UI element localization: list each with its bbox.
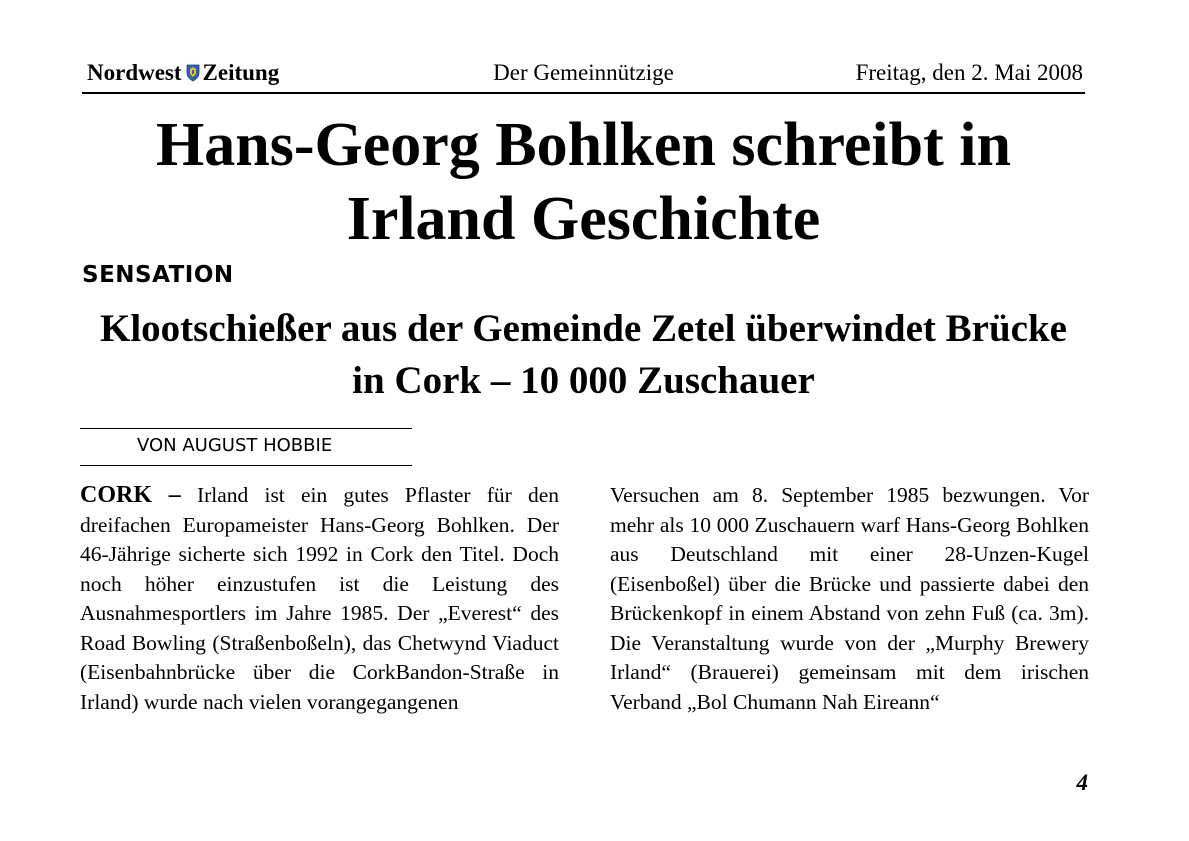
- logo-word-left: Nordwest: [87, 60, 182, 85]
- article-subheadline: Klootschießer aus der Gemeinde Zetel überwindet Brücke in Cork – 10 000 Zuschauer: [100, 307, 1067, 402]
- article-headline: Hans-Georg Bohlken schreibt in Irland Geschichte: [156, 111, 1011, 253]
- article-text-left: Irland ist ein gutes Pflaster für den dreifachen Europameister Hans-Georg Bohlken. Der 46-Jährige sicherte sich 1992 in Cork den Titel. Doch noch höher einzustufen ist die Leistung des Ausnahmesportlers im Jahre 1985. Der „Everest“ des Road Bowling (Straßenboßeln), das Chetwynd Viaduct (Eisenbahnbrücke über die CorkBandon-Straße in Irland) wurde nach vielen vorangegangenen: [80, 483, 560, 714]
- article-byline: VON AUGUST HOBBIE: [137, 435, 333, 456]
- logo-word-right: Zeitung: [202, 60, 280, 85]
- article-column-left: [80, 481, 559, 717]
- byline-rule-top: [80, 428, 412, 429]
- issue-date: Freitag, den 2. Mai 2008: [855, 60, 1083, 85]
- page-number: 4: [1076, 770, 1088, 795]
- section-title: Der Gemeinnützige: [493, 60, 674, 85]
- article-dateline: CORK –: [80, 482, 181, 508]
- byline-rule-bottom: [80, 465, 412, 466]
- masthead: [82, 56, 1085, 94]
- article-kicker: SENSATION: [82, 262, 234, 288]
- article-text-right: Versuchen am 8. September 1985 bezwungen. Vor mehr als 10 000 Zuschauern warf Hans-Georg Bohlken aus Deutschland mit einer 28-Unzen-Kugel (Eisenboßel) über die Brücke und passierte dabei den Brückenkopf in einem Abstand von zehn Fuß (ca. 3m). Die Veranstaltung wurde von der „Murphy Brewery Irland“ (Brauerei) gemeinsam mit dem irischen Verband „Bol Chumann Nah Eireann“: [610, 483, 1089, 714]
- article-column-right: [610, 481, 1089, 717]
